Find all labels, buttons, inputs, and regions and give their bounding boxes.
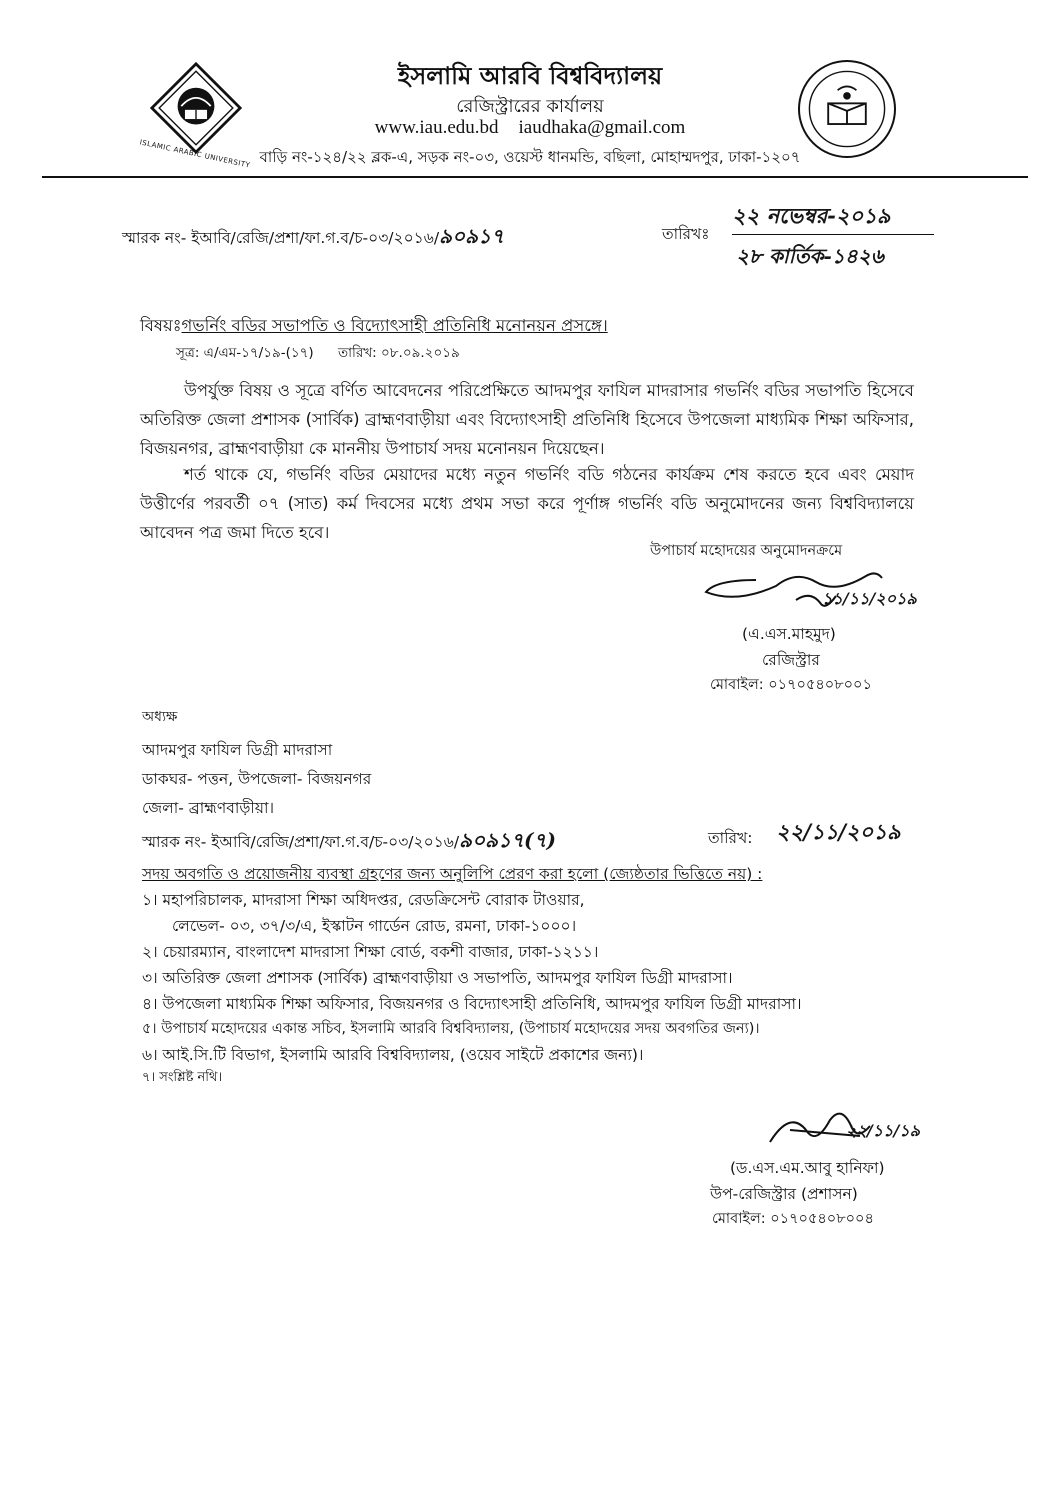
office-name: রেজিস্ট্রারের কার্যালয় [456, 96, 604, 117]
memo-date-handwritten-2: ২৮ কার্তিক-১৪২৬ [736, 244, 884, 268]
email-link[interactable]: iaudhaka@gmail.com [518, 117, 686, 138]
address-line: বাড়ি নং-১২৪/২২ ব্লক-এ, সড়ক নং-০৩, ওয়েস্ট ধানমন্ডি, বছিলা, মোহাম্মদপুর, ঢাকা-১২০৭ [259, 148, 801, 166]
body-paragraph-1: উপর্যুক্ত বিষয় ও সূত্রে বর্ণিত আবেদনের পরিপ্রেক্ষিতে আদমপুর ফাযিল মাদরাসার গভর্নিং বডির সভাপতি হিসেবে অতিরিক্ত জেলা প্রশাসক (সার্বিক) ব্রাহ্মণবাড়ীয়া এবং বিদ্যোৎসাহী প্রতিনিধি হিসেবে উপজেলা মাধ্যমিক শিক্ষা অফিসার, বিজয়নগর, ব্রাহ্মণবাড়ীয়া কে মাননীয় উপাচার্য সদয় মনোনয়ন দিয়েছেন। [140, 381, 914, 458]
subject-text: গভর্নিং বডির সভাপতি ও বিদ্যোৎসাহী প্রতিনিধি মনোনয়ন প্রসঙ্গে। [181, 316, 608, 335]
logo-text: ISLAMIC ARABIC UNIVERSITY [139, 138, 251, 170]
university-name: ইসলামি আরবি বিশ্ববিদ্যালয় [397, 62, 663, 90]
subject-line [140, 313, 608, 340]
source-date: তারিখ: ০৮.০৯.২০১৯ [337, 345, 460, 361]
copy-item-1-cont: লেভেল- ০৩, ৩৭/৩/এ, ইস্কাটন গার্ডেন রোড, রমনা, ঢাকা-১০০০। [172, 917, 577, 935]
registrar-mobile: মোবাইল: ০১৭০৫৪০৮০০১ [710, 677, 872, 693]
body-paragraph-2: শর্ত থাকে যে, গভর্নিং বডির মেয়াদের মধ্যে নতুন গভর্নিং বডি গঠনের কার্যক্রম শেষ করতে হবে এবং মেয়াদ উত্তীর্ণের পরবর্তী ০৭ (সাত) কর্ম দিবসের মধ্যে প্রথম সভা করে পূর্ণাঙ্গ গভর্নিং বডি অনুমোদনের জন্য বিশ্ববিদ্যালয়ে আবেদন পত্র জমা দিতে হবে। [140, 465, 914, 542]
subject-label: বিষয়ঃ [140, 316, 182, 335]
deputy-registrar-mobile: মোবাইল: ০১৭০৫৪০৮০০৪ [712, 1211, 874, 1227]
memo-ref-prefix: স্মারক নং- ইআবি/রেজি/প্রশা/ফা.গ.ব/চ-০৩/২০১৬/ [122, 229, 440, 247]
memo-reference [122, 222, 504, 255]
registrar-sign-date: ১১/১১/২০১৯ [822, 589, 917, 608]
deputy-registrar-name: (ড.এস.এম.আবু হানিফা) [730, 1159, 885, 1177]
copy-item-6: ৬। আই.সি.টি বিভাগ, ইসলামি আরবি বিশ্ববিদ্যালয়, (ওয়েব সাইটে প্রকাশের জন্য)। [142, 1046, 644, 1064]
source-number: সূত্র: এ/এম-১৭/১৯-(১৭) [176, 345, 314, 361]
recipient-institution: আদমপুর ফাযিল ডিগ্রী মাদরাসা [142, 741, 333, 759]
recipient-district: জেলা- ব্রাহ্মণবাড়ীয়া। [142, 799, 275, 817]
memo-date-handwritten-1: ২২ নভেম্বর-২০১৯ [732, 203, 891, 228]
date-underline [732, 234, 934, 235]
memo2-date-label: তারিখ: [708, 829, 753, 847]
approval-note: উপাচার্য মহোদয়ের অনুমোদনক্রমে [650, 543, 843, 559]
copy-item-5: ৫। উপাচার্য মহোদয়ের একান্ত সচিব, ইসলামি আরবি বিশ্ববিদ্যালয়, (উপাচার্য মহোদয়ের সদয় অবগতির জন্য)। [142, 1021, 760, 1037]
contact-line [0, 117, 1060, 139]
recipient-title: অধ্যক্ষ [142, 709, 178, 725]
deputy-registrar-designation: উপ-রেজিস্ট্রার (প্রশাসন) [710, 1185, 858, 1203]
header-divider [42, 176, 1028, 178]
copy-item-2: ২। চেয়ারম্যান, বাংলাদেশ মাদরাসা শিক্ষা বোর্ড, বকশী বাজার, ঢাকা-১২১১। [142, 943, 599, 961]
copy-heading: সদয় অবগতি ও প্রয়োজনীয় ব্যবস্থা গ্রহণের জন্য অনুলিপি প্রেরণ করা হলো (জ্যেষ্ঠতার ভিত্তিতে নয়) : [142, 865, 763, 883]
website-link[interactable]: www.iau.edu.bd [374, 117, 499, 138]
recipient-post-office: ডাকঘর- পত্তন, উপজেলা- বিজয়নগর [142, 770, 372, 788]
registrar-designation: রেজিস্ট্রার [762, 651, 820, 669]
copy-item-4: ৪। উপজেলা মাধ্যমিক শিক্ষা অফিসার, বিজয়নগর ও বিদ্যোৎসাহী প্রতিনিধি, আদমপুর ফাযিল ডিগ্রী মাদরাসা। [142, 995, 802, 1013]
memo-ref-handwritten: ৯০৯১৭ [439, 224, 504, 248]
copy-item-3: ৩। অতিরিক্ত জেলা প্রশাসক (সার্বিক) ব্রাহ্মণবাড়ীয়া ও সভাপতি, আদমপুর ফাযিল ডিগ্রী মাদরাসা। [142, 969, 733, 987]
memo2-date-handwritten: ২২/১১/২০১৯ [776, 819, 901, 844]
memo2-ref-handwritten: ৯০৯১৭(৭) [459, 828, 556, 852]
deputy-sign-date: ২২/১১/১৯ [846, 1121, 921, 1140]
memo-date-label: তারিখঃ [662, 225, 710, 243]
registrar-name: (এ.এস.মাহমুদ) [742, 625, 836, 643]
source-ref [176, 342, 460, 365]
memo2-reference [142, 826, 556, 859]
copy-item-7: ৭। সংশ্লিষ্ট নথি। [142, 1070, 223, 1085]
memo2-ref-prefix: স্মারক নং- ইআবি/রেজি/প্রশা/ফা.গ.ব/চ-০৩/২০১৬/ [142, 833, 460, 851]
copy-item-1: ১। মহাপরিচালক, মাদরাসা শিক্ষা অধিদপ্তর, রেডক্রিসেন্ট বোরাক টাওয়ার, [142, 891, 585, 909]
